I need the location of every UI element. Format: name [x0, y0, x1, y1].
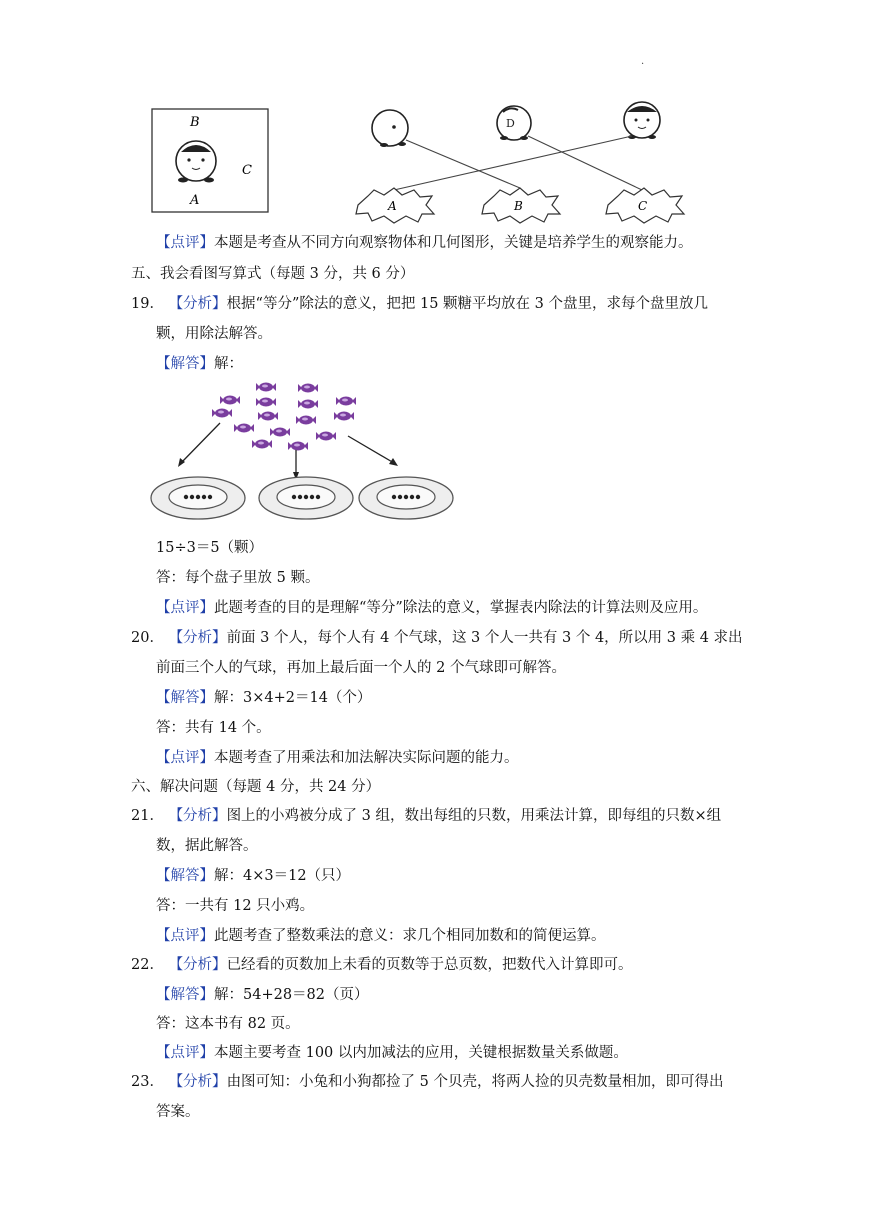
candy-plates-figure — [148, 378, 456, 528]
question-number: 21． — [131, 808, 164, 824]
comment-text: 本题是考查从不同方向观察物体和几何图形，关键是培养学生的观察能力。 — [214, 235, 693, 251]
question-number: 19． — [131, 296, 164, 312]
q22-comment: 【点评】本题主要考查 100 以内加减法的应用，关键根据数量关系做题。 — [156, 1045, 628, 1061]
q20-analysis-line1: 20． 【分析】前面 3 个人，每个人有 4 个气球，这 3 个人一共有 3 个 4，所以用 3 乘 4 求出 — [131, 630, 743, 646]
observation-figure — [148, 100, 688, 225]
plate-3 — [359, 477, 453, 519]
analysis-tag: 【分析】 — [168, 1074, 227, 1090]
comment-tag: 【点评】 — [156, 235, 214, 251]
section-5-heading: 五、我会看图写算式（每题 3 分，共 6 分） — [131, 266, 415, 282]
q21-reply: 答：一共有 12 只小鸡。 — [156, 898, 315, 914]
burst-c — [606, 188, 684, 223]
plate-1 — [151, 477, 245, 519]
q19-analysis-line1: 19． 【分析】根据“等分”除法的意义，把把 15 颗糖平均放在 3 个盘里，求每个盘里放几 — [131, 296, 708, 312]
svg-text:B: B — [514, 199, 523, 213]
face-front-view — [624, 102, 660, 139]
comment-p1 — [156, 233, 693, 253]
header-mark: . — [641, 56, 645, 67]
burst-b — [482, 188, 560, 223]
question-number: 22． — [131, 957, 164, 973]
q23-analysis-line2: 答案。 — [156, 1104, 200, 1120]
analysis-tag: 【分析】 — [168, 296, 227, 312]
q22-answer: 【解答】解：54+28＝82（页） — [156, 987, 369, 1003]
analysis-tag: 【分析】 — [168, 808, 227, 824]
q19-comment: 【点评】此题考查的目的是理解“等分”除法的意义，掌握表内除法的计算法则及应用。 — [156, 600, 708, 616]
analysis-tag: 【分析】 — [168, 630, 227, 646]
q20-analysis-line2: 前面三个人的气球，再加上最后面一个人的 2 个气球即可解答。 — [156, 660, 566, 676]
face-back-view — [497, 106, 531, 140]
answer-tag: 【解答】 — [156, 868, 214, 884]
question-number: 23． — [131, 1074, 164, 1090]
answer-tag: 【解答】 — [156, 356, 214, 372]
box-label-b: B — [190, 115, 200, 130]
burst-a — [356, 188, 434, 223]
analysis-tag: 【分析】 — [168, 957, 227, 973]
svg-text:A: A — [388, 199, 397, 213]
box-label-a: A — [190, 193, 200, 208]
q21-answer: 【解答】解：4×3＝12（只） — [156, 868, 351, 884]
q19-calculation: 15÷3＝5（颗） — [156, 540, 264, 556]
face-top-view — [176, 141, 216, 183]
svg-text:C: C — [638, 199, 648, 213]
q20-answer: 【解答】解：3×4+2＝14（个） — [156, 690, 372, 706]
comment-tag: 【点评】 — [156, 750, 214, 766]
q20-comment: 【点评】本题考查了用乘法和加法解决实际问题的能力。 — [156, 750, 519, 766]
question-number: 20． — [131, 630, 164, 646]
q21-analysis-line2: 数，据此解答。 — [156, 838, 258, 854]
plate-2 — [259, 477, 353, 519]
q22-analysis-line1: 22． 【分析】已经看的页数加上未看的页数等于总页数，把数代入计算即可。 — [131, 957, 633, 973]
q19-analysis-line2: 颗，用除法解答。 — [156, 326, 272, 342]
q22-reply: 答：这本书有 82 页。 — [156, 1016, 300, 1032]
svg-text:D: D — [506, 117, 515, 130]
section-6-heading: 六、解决问题（每题 4 分，共 24 分） — [131, 779, 381, 795]
comment-tag: 【点评】 — [156, 928, 214, 944]
q21-analysis-line1: 21． 【分析】图上的小鸡被分成了 3 组，数出每组的只数，用乘法计算，即每组的只数×组 — [131, 808, 722, 824]
q23-analysis-line1: 23． 【分析】由图可知：小兔和小狗都捡了 5 个贝壳，将两人捡的贝壳数量相加，即可得出 — [131, 1074, 724, 1090]
answer-tag: 【解答】 — [156, 690, 214, 706]
comment-tag: 【点评】 — [156, 600, 214, 616]
answer-tag: 【解答】 — [156, 987, 214, 1003]
face-side-view — [372, 110, 408, 147]
q21-comment: 【点评】此题考查了整数乘法的意义：求几个相同加数和的简便运算。 — [156, 928, 606, 944]
q19-reply: 答：每个盘子里放 5 颗。 — [156, 570, 320, 586]
comment-tag: 【点评】 — [156, 1045, 214, 1061]
q19-answer: 【解答】解： — [156, 356, 243, 372]
box-label-c: C — [242, 163, 252, 178]
q20-reply: 答：共有 14 个。 — [156, 720, 271, 736]
candy-pile — [212, 383, 356, 451]
